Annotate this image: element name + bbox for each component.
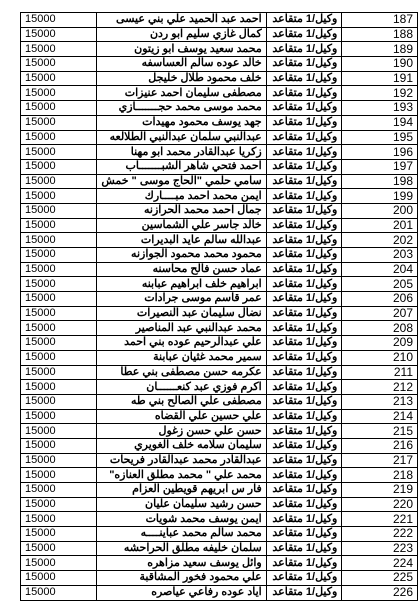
amount-cell: 15000 <box>21 71 97 86</box>
name-cell: سمير محمد غثيان عبابنة <box>97 350 266 365</box>
name-cell: فار س ابريهم قويطين العزام <box>97 483 266 498</box>
name-cell: جمال احمد محمد الحرازنه <box>97 203 266 218</box>
table-row <box>21 394 418 409</box>
table-row <box>21 233 418 248</box>
amount-cell: 15000 <box>21 145 97 160</box>
row-number-cell: 225 <box>342 571 418 586</box>
row-number-cell: 208 <box>342 321 418 336</box>
row-number-cell: 222 <box>342 527 418 542</box>
table-row <box>21 556 418 571</box>
row-number-cell: 226 <box>342 585 418 600</box>
amount-cell: 15000 <box>21 159 97 174</box>
row-number-cell: 206 <box>342 292 418 307</box>
amount-cell: 15000 <box>21 233 97 248</box>
amount-cell: 15000 <box>21 350 97 365</box>
row-number-cell: 215 <box>342 424 418 439</box>
amount-cell: 15000 <box>21 556 97 571</box>
rank-cell: وكيل/1 متقاعد <box>266 306 342 321</box>
row-number-cell: 212 <box>342 380 418 395</box>
amount-cell: 15000 <box>21 262 97 277</box>
rank-cell: وكيل/1 متقاعد <box>266 512 342 527</box>
rank-cell: وكيل/1 متقاعد <box>266 541 342 556</box>
amount-cell: 15000 <box>21 130 97 145</box>
row-number-cell: 199 <box>342 189 418 204</box>
amount-cell: 15000 <box>21 306 97 321</box>
pensioner-table <box>20 12 418 601</box>
name-cell: اكرم فوزي عبد كنعــــــان <box>97 380 266 395</box>
table-row <box>21 424 418 439</box>
rank-cell: وكيل/1 متقاعد <box>266 409 342 424</box>
rank-cell: وكيل/1 متقاعد <box>266 277 342 292</box>
row-number-cell: 192 <box>342 86 418 101</box>
amount-cell: 15000 <box>21 292 97 307</box>
rank-cell: وكيل/1 متقاعد <box>266 585 342 600</box>
rank-cell: وكيل/1 متقاعد <box>266 233 342 248</box>
table-row <box>21 42 418 57</box>
rank-cell: وكيل/1 متقاعد <box>266 394 342 409</box>
name-cell: محمد علي " محمد مطلق العنازه" <box>97 468 266 483</box>
table-row <box>21 483 418 498</box>
rank-cell: وكيل/1 متقاعد <box>266 42 342 57</box>
table-row <box>21 159 418 174</box>
amount-cell: 15000 <box>21 174 97 189</box>
table-row <box>21 115 418 130</box>
amount-cell: 15000 <box>21 394 97 409</box>
row-number-cell: 200 <box>342 203 418 218</box>
name-cell: عبدالله سالم عايد البديرات <box>97 233 266 248</box>
name-cell: سامي حلمي "الحاج موسى " خمش <box>97 174 266 189</box>
rank-cell: وكيل/1 متقاعد <box>266 468 342 483</box>
rank-cell: وكيل/1 متقاعد <box>266 497 342 512</box>
name-cell: ابراهيم خلف ابراهيم عبابنه <box>97 277 266 292</box>
rank-cell: وكيل/1 متقاعد <box>266 71 342 86</box>
name-cell: سليمان سلامه خلف الغويري <box>97 438 266 453</box>
row-number-cell: 210 <box>342 350 418 365</box>
name-cell: نضال سليمان عبد النصيرات <box>97 306 266 321</box>
amount-cell: 15000 <box>21 365 97 380</box>
name-cell: عماد حسن فالح محاسنه <box>97 262 266 277</box>
row-number-cell: 193 <box>342 101 418 116</box>
amount-cell: 15000 <box>21 380 97 395</box>
name-cell: خلف محمود طلال خليجل <box>97 71 266 86</box>
row-number-cell: 190 <box>342 57 418 72</box>
table-row <box>21 86 418 101</box>
table-row <box>21 365 418 380</box>
name-cell: كمال غازي سليم ابو ردن <box>97 27 266 42</box>
table-row <box>21 57 418 72</box>
amount-cell: 15000 <box>21 13 97 28</box>
row-number-cell: 221 <box>342 512 418 527</box>
amount-cell: 15000 <box>21 321 97 336</box>
row-number-cell: 187 <box>342 13 418 28</box>
table-row <box>21 174 418 189</box>
name-cell: محمود محمد محمود الجوازنه <box>97 248 266 263</box>
table-row <box>21 527 418 542</box>
row-number-cell: 219 <box>342 483 418 498</box>
name-cell: احمد فتحي شاهر الشبـــــــاب <box>97 159 266 174</box>
name-cell: محمد سعيد يوسف ابو زيتون <box>97 42 266 57</box>
row-number-cell: 194 <box>342 115 418 130</box>
amount-cell: 15000 <box>21 336 97 351</box>
rank-cell: وكيل/1 متقاعد <box>266 424 342 439</box>
table-row <box>21 438 418 453</box>
row-number-cell: 218 <box>342 468 418 483</box>
row-number-cell: 196 <box>342 145 418 160</box>
rank-cell: وكيل/1 متقاعد <box>266 438 342 453</box>
amount-cell: 15000 <box>21 218 97 233</box>
name-cell: محمد سالم محمد عباينــــه <box>97 527 266 542</box>
name-cell: وائل يوسف سعيد مزاهره <box>97 556 266 571</box>
rank-cell: وكيل/1 متقاعد <box>266 262 342 277</box>
amount-cell: 15000 <box>21 438 97 453</box>
name-cell: علي محمود فخور المشاقبة <box>97 571 266 586</box>
rank-cell: وكيل/1 متقاعد <box>266 174 342 189</box>
table-row <box>21 468 418 483</box>
row-number-cell: 209 <box>342 336 418 351</box>
table-row <box>21 497 418 512</box>
table-row <box>21 306 418 321</box>
table-row <box>21 292 418 307</box>
name-cell: مصطفى سليمان احمد عنيزات <box>97 86 266 101</box>
amount-cell: 15000 <box>21 248 97 263</box>
row-number-cell: 204 <box>342 262 418 277</box>
row-number-cell: 202 <box>342 233 418 248</box>
table-row <box>21 336 418 351</box>
rank-cell: وكيل/1 متقاعد <box>266 203 342 218</box>
row-number-cell: 213 <box>342 394 418 409</box>
amount-cell: 15000 <box>21 541 97 556</box>
name-cell: جهد يوسف محمود مهيدات <box>97 115 266 130</box>
row-number-cell: 201 <box>342 218 418 233</box>
name-cell: زكريا عبدالقادر محمد ابو مهنا <box>97 145 266 160</box>
amount-cell: 15000 <box>21 468 97 483</box>
name-cell: سلمان خليفه مطلق الحراحشه <box>97 541 266 556</box>
rank-cell: وكيل/1 متقاعد <box>266 453 342 468</box>
row-number-cell: 220 <box>342 497 418 512</box>
name-cell: عبدالقادر محمد عبدالقادر فريحات <box>97 453 266 468</box>
name-cell: محمد عبدالنبي عبد المناصير <box>97 321 266 336</box>
table-row <box>21 189 418 204</box>
table-row <box>21 145 418 160</box>
rank-cell: وكيل/1 متقاعد <box>266 292 342 307</box>
name-cell: عبدالنبي سلمان عبدالنبي الطلالعه <box>97 130 266 145</box>
amount-cell: 15000 <box>21 115 97 130</box>
row-number-cell: 191 <box>342 71 418 86</box>
table-row <box>21 262 418 277</box>
amount-cell: 15000 <box>21 571 97 586</box>
row-number-cell: 188 <box>342 27 418 42</box>
table-row <box>21 277 418 292</box>
rank-cell: وكيل/1 متقاعد <box>266 527 342 542</box>
row-number-cell: 223 <box>342 541 418 556</box>
row-number-cell: 203 <box>342 248 418 263</box>
rank-cell: وكيل/1 متقاعد <box>266 248 342 263</box>
table-row <box>21 27 418 42</box>
row-number-cell: 197 <box>342 159 418 174</box>
table-row <box>21 350 418 365</box>
amount-cell: 15000 <box>21 483 97 498</box>
amount-cell: 15000 <box>21 409 97 424</box>
rank-cell: وكيل/1 متقاعد <box>266 189 342 204</box>
rank-cell: وكيل/1 متقاعد <box>266 218 342 233</box>
table-row <box>21 585 418 600</box>
amount-cell: 15000 <box>21 497 97 512</box>
rank-cell: وكيل/1 متقاعد <box>266 130 342 145</box>
table-row <box>21 321 418 336</box>
table-row <box>21 380 418 395</box>
row-number-cell: 211 <box>342 365 418 380</box>
rank-cell: وكيل/1 متقاعد <box>266 145 342 160</box>
amount-cell: 15000 <box>21 512 97 527</box>
amount-cell: 15000 <box>21 277 97 292</box>
table-row <box>21 571 418 586</box>
rank-cell: وكيل/1 متقاعد <box>266 115 342 130</box>
row-number-cell: 214 <box>342 409 418 424</box>
rank-cell: وكيل/1 متقاعد <box>266 86 342 101</box>
amount-cell: 15000 <box>21 585 97 600</box>
row-number-cell: 198 <box>342 174 418 189</box>
table-row <box>21 71 418 86</box>
rank-cell: وكيل/1 متقاعد <box>266 101 342 116</box>
amount-cell: 15000 <box>21 203 97 218</box>
table-row <box>21 130 418 145</box>
table-row <box>21 453 418 468</box>
table-row <box>21 203 418 218</box>
amount-cell: 15000 <box>21 453 97 468</box>
name-cell: علي عبدالرحيم عوده بني احمد <box>97 336 266 351</box>
rank-cell: وكيل/1 متقاعد <box>266 27 342 42</box>
name-cell: ايمن محمد احمد مبــــارك <box>97 189 266 204</box>
name-cell: عمر قاسم موسى جرادات <box>97 292 266 307</box>
name-cell: محمد موسى محمد حجـــــــازي <box>97 101 266 116</box>
rank-cell: وكيل/1 متقاعد <box>266 336 342 351</box>
amount-cell: 15000 <box>21 101 97 116</box>
rank-cell: وكيل/1 متقاعد <box>266 365 342 380</box>
table-row <box>21 541 418 556</box>
rank-cell: وكيل/1 متقاعد <box>266 57 342 72</box>
row-number-cell: 207 <box>342 306 418 321</box>
row-number-cell: 189 <box>342 42 418 57</box>
name-cell: حسن رشيد سليمان عليان <box>97 497 266 512</box>
row-number-cell: 195 <box>342 130 418 145</box>
table-row <box>21 218 418 233</box>
amount-cell: 15000 <box>21 57 97 72</box>
rank-cell: وكيل/1 متقاعد <box>266 159 342 174</box>
amount-cell: 15000 <box>21 42 97 57</box>
rank-cell: وكيل/1 متقاعد <box>266 483 342 498</box>
name-cell: خالد عوده سالم العساسفه <box>97 57 266 72</box>
amount-cell: 15000 <box>21 527 97 542</box>
row-number-cell: 224 <box>342 556 418 571</box>
name-cell: اياد عوده رفاعي عياصره <box>97 585 266 600</box>
rank-cell: وكيل/1 متقاعد <box>266 350 342 365</box>
rank-cell: وكيل/1 متقاعد <box>266 321 342 336</box>
amount-cell: 15000 <box>21 86 97 101</box>
row-number-cell: 217 <box>342 453 418 468</box>
table-body <box>21 13 418 601</box>
table-row <box>21 101 418 116</box>
name-cell: ايمن يوسف محمد شويات <box>97 512 266 527</box>
name-cell: احمد عبد الحميد علي بني عيسى <box>97 13 266 28</box>
name-cell: عكرمه حسن مصطفى بني عطا <box>97 365 266 380</box>
table-row <box>21 409 418 424</box>
name-cell: علي حسين علي القضاه <box>97 409 266 424</box>
row-number-cell: 216 <box>342 438 418 453</box>
amount-cell: 15000 <box>21 424 97 439</box>
table-row <box>21 248 418 263</box>
name-cell: خالد جاسر علي الشماسين <box>97 218 266 233</box>
table-row <box>21 512 418 527</box>
amount-cell: 15000 <box>21 189 97 204</box>
rank-cell: وكيل/1 متقاعد <box>266 380 342 395</box>
name-cell: مصطفى علي الصالح بني طه <box>97 394 266 409</box>
rank-cell: وكيل/1 متقاعد <box>266 13 342 28</box>
amount-cell: 15000 <box>21 27 97 42</box>
row-number-cell: 205 <box>342 277 418 292</box>
rank-cell: وكيل/1 متقاعد <box>266 571 342 586</box>
rank-cell: وكيل/1 متقاعد <box>266 556 342 571</box>
table-row <box>21 13 418 28</box>
name-cell: حسن علي حسن زغول <box>97 424 266 439</box>
